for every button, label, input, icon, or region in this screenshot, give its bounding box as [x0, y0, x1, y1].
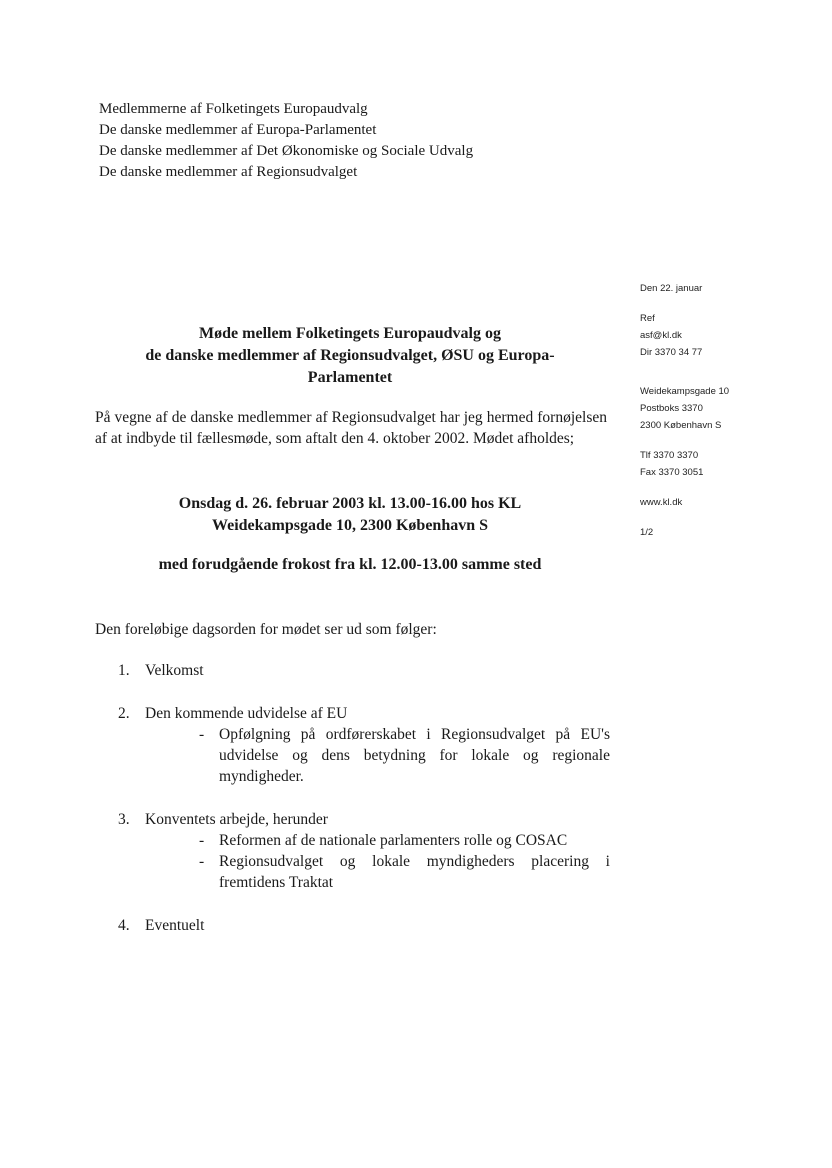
agenda-item-number: 4. [118, 917, 130, 934]
agenda-item-label: Eventuelt [145, 917, 205, 934]
recipient-line: De danske medlemmer af Europa-Parlamentet [99, 122, 377, 138]
intro-paragraph: På vegne af de danske medlemmer af Regionsudvalget har jeg hermed fornøjelsen af at indbyde til fællesmøde, som aftalt den 4. oktober 2002. Mødet afholdes; [95, 409, 607, 447]
agenda-item-label: Velkomst [145, 662, 204, 679]
fax: Fax 3370 3051 [640, 467, 704, 478]
agenda-item-number: 2. [118, 705, 130, 722]
sender-info [640, 280, 770, 554]
agenda-subitem [95, 851, 610, 893]
dash-bullet: - [199, 832, 205, 849]
phone: Tlf 3370 3370 [640, 450, 699, 461]
meeting-time: Onsdag d. 26. februar 2003 kl. 13.00-16.00 hos KL [178, 495, 522, 512]
agenda-intro: Den foreløbige dagsorden for mødet ser ud som følger: [95, 621, 437, 638]
recipient-line: De danske medlemmer af Det Økonomiske og Sociale Udvalg [99, 143, 474, 159]
agenda-list [95, 660, 610, 958]
page-number: 1/2 [640, 527, 654, 538]
agenda-item [95, 809, 610, 893]
agenda-item [95, 660, 610, 681]
agenda-item-number: 3. [118, 811, 130, 828]
website: www.kl.dk [640, 497, 683, 508]
ref-label: Ref [640, 313, 655, 324]
ref-email: asf@kl.dk [640, 330, 682, 341]
meeting-details [95, 493, 605, 537]
address-postbox: Postboks 3370 [640, 403, 703, 414]
direct-phone: Dir 3370 34 77 [640, 347, 703, 358]
agenda-subitem-text: Regionsudvalget og lokale myndigheders placering i fremtidens Traktat [219, 853, 610, 891]
address-street: Weidekampsgade 10 [640, 386, 730, 397]
title-line: de danske medlemmer af Regionsudvalget, ØSU og Europa- [145, 347, 555, 364]
agenda-item [95, 915, 610, 936]
letter-date: Den 22. januar [640, 283, 703, 294]
agenda-subitem-text: Opfølgning på ordførerskabet i Regionsudvalget på EU's udvidelse og dens betydning for lokale og regionale myndigheder. [219, 726, 610, 785]
recipient-list [99, 99, 473, 183]
title-line: Parlamentet [307, 369, 393, 386]
meeting-location: Weidekampsgade 10, 2300 København S [211, 517, 489, 534]
address-city: 2300 København S [640, 420, 722, 431]
recipient-line: De danske medlemmer af Regionsudvalget [99, 164, 358, 180]
agenda-item-label: Konventets arbejde, herunder [145, 811, 328, 828]
agenda-subitem-text: Reformen af de nationale parlamenters rolle og COSAC [219, 832, 568, 849]
dash-bullet: - [199, 726, 205, 743]
document-title [95, 323, 605, 389]
dash-bullet: - [199, 853, 205, 870]
agenda-item-label: Den kommende udvidelse af EU [145, 705, 348, 722]
agenda-subitem [95, 724, 610, 787]
agenda-item-number: 1. [118, 662, 130, 679]
lunch-note: med forudgående frokost fra kl. 12.00-13.00 samme sted [158, 556, 542, 573]
title-line: Møde mellem Folketingets Europaudvalg og [199, 325, 501, 342]
recipient-line: Medlemmerne af Folketingets Europaudvalg [99, 101, 368, 117]
agenda-item [95, 703, 610, 787]
agenda-subitem [95, 830, 610, 851]
